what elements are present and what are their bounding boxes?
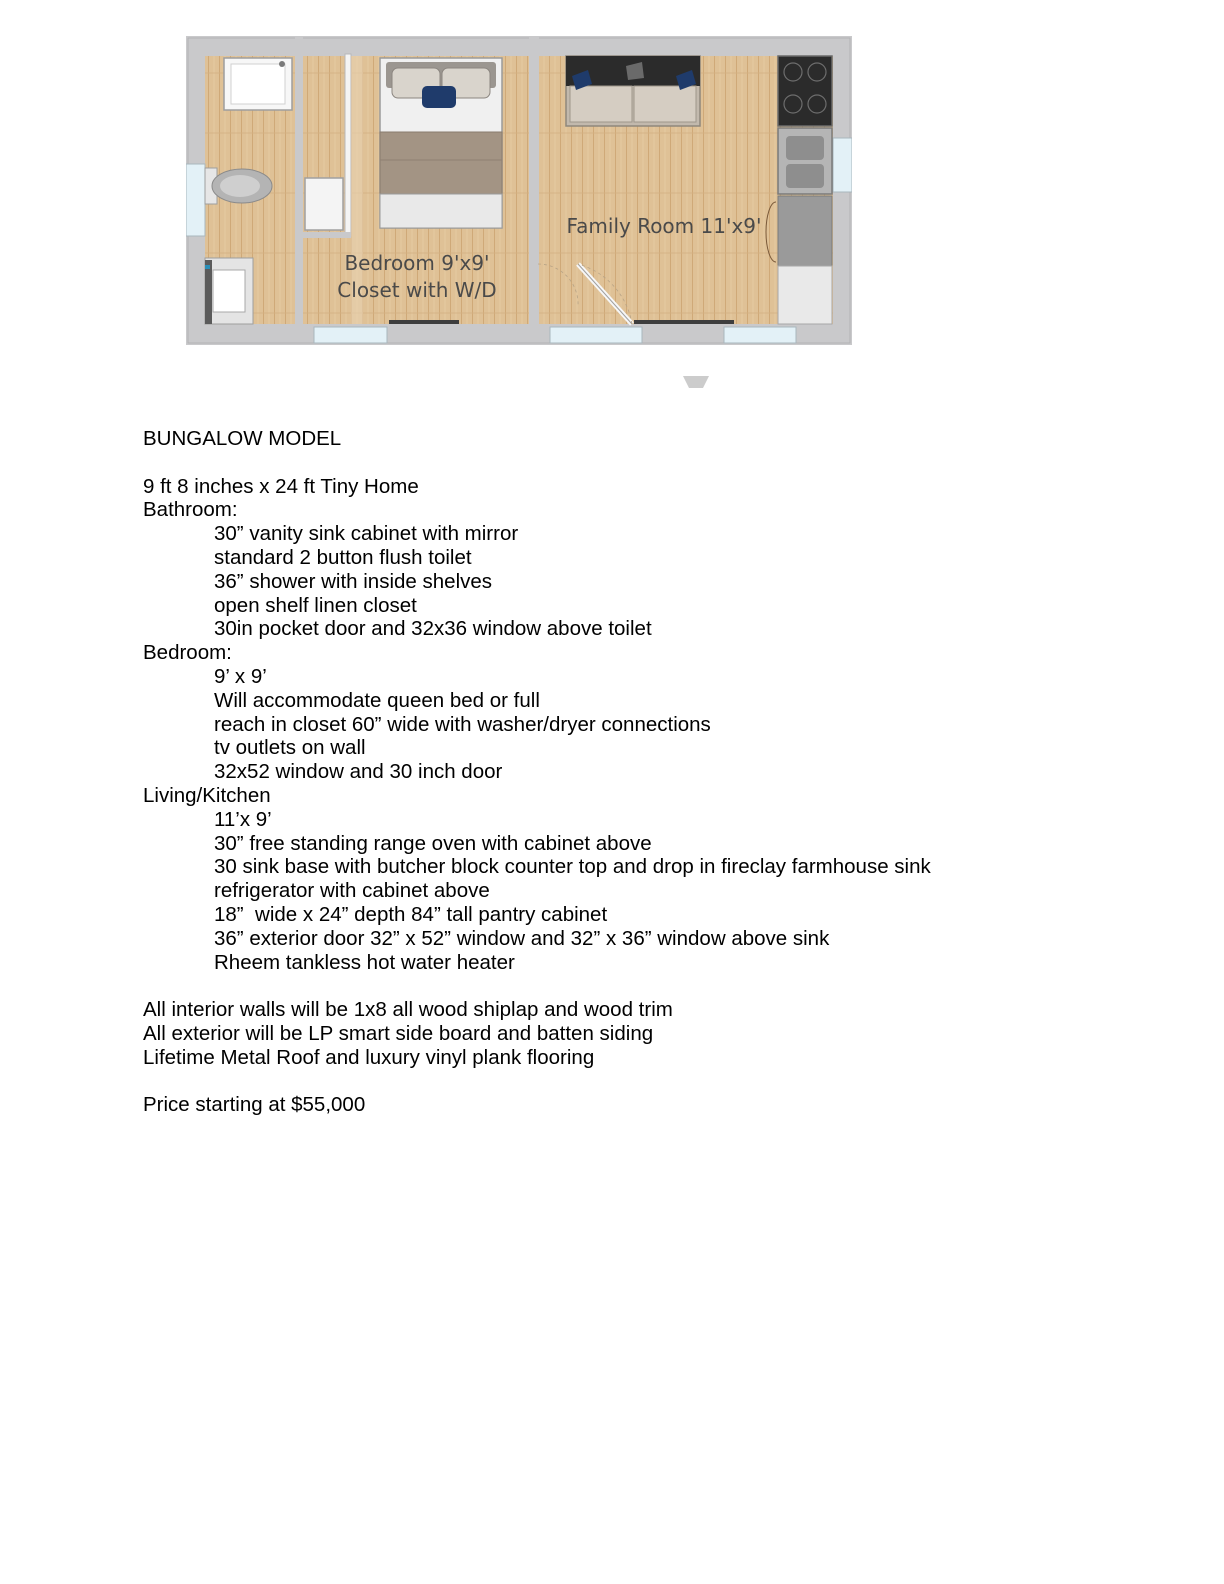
finish-note: Lifetime Metal Roof and luxury vinyl plank flooring <box>143 1045 595 1069</box>
window-bath <box>186 164 205 236</box>
interior-wall <box>529 36 539 328</box>
finish-note: All interior walls will be 1x8 all wood shiplap and wood trim <box>143 998 673 1022</box>
pantry-cabinet <box>778 196 832 266</box>
compass-marker <box>683 376 709 388</box>
home-size: 9 ft 8 inches x 24 ft Tiny Home <box>143 474 419 498</box>
model-title: BUNGALOW MODEL <box>143 427 342 450</box>
bedroom-heading: Bedroom: <box>143 641 232 665</box>
list-item: Will accommodate queen bed or full <box>214 688 540 712</box>
closet-wall <box>345 54 351 236</box>
spec-sheet <box>143 427 1143 1117</box>
window-living-2 <box>724 327 796 343</box>
window-living-1 <box>550 327 642 343</box>
list-item: 36” exterior door 32” x 52” window and 32” x 36” window above sink <box>214 926 830 950</box>
door-marker <box>634 320 734 324</box>
living-kitchen-heading: Living/Kitchen <box>143 783 271 807</box>
interior-wall <box>295 36 303 328</box>
list-item: open shelf linen closet <box>214 593 417 617</box>
list-item: 36” shower with inside shelves <box>214 569 493 593</box>
list-item: 18” wide x 24” depth 84” tall pantry cabinet <box>214 902 608 926</box>
washer-dryer <box>305 178 343 230</box>
floor-plan <box>186 36 852 345</box>
window-bedroom <box>314 327 387 343</box>
list-item: 30in pocket door and 32x36 window above toilet <box>214 617 652 641</box>
bathroom-heading: Bathroom: <box>143 498 238 522</box>
list-item: Rheem tankless hot water heater <box>214 950 515 974</box>
list-item: 11’x 9’ <box>214 807 272 831</box>
closet-wall <box>303 232 351 238</box>
list-item: 9’ x 9’ <box>214 664 267 688</box>
bedroom-label: Bedroom 9'x9' <box>344 251 490 275</box>
list-item: 32x52 window and 30 inch door <box>214 760 503 784</box>
family-room-label: Family Room 11'x9' <box>566 214 762 238</box>
refrigerator <box>778 266 832 324</box>
list-item: reach in closet 60” wide with washer/dryer connections <box>214 712 711 736</box>
list-item: tv outlets on wall <box>214 736 366 760</box>
list-item: 30” free standing range oven with cabinet above <box>214 831 652 855</box>
list-item: refrigerator with cabinet above <box>214 879 490 903</box>
bedroom-closet-label: Closet with W/D <box>337 278 497 302</box>
price: Price starting at $55,000 <box>143 1093 366 1117</box>
window-kitchen <box>833 138 852 192</box>
list-item: 30” vanity sink cabinet with mirror <box>214 522 519 546</box>
door-marker <box>389 320 459 324</box>
finish-note: All exterior will be LP smart side board and batten siding <box>143 1021 654 1045</box>
list-item: standard 2 button flush toilet <box>214 545 472 569</box>
list-item: 30 sink base with butcher block counter top and drop in fireclay farmhouse sink <box>214 855 931 879</box>
